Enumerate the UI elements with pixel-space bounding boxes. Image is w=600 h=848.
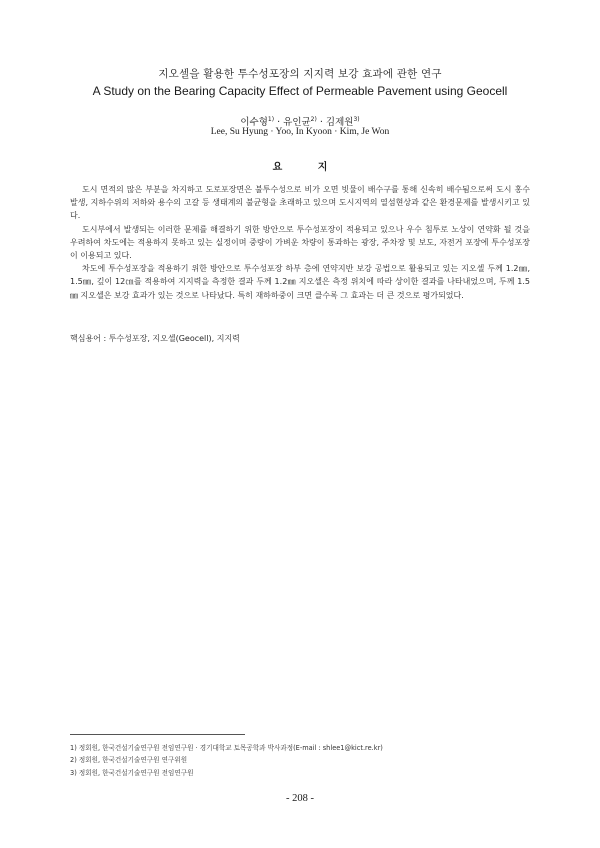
- english-authors: Lee, Su Hyung · Yoo, In Kyoon · Kim, Je Won: [210, 127, 390, 137]
- footnote: 3) 정회원, 한국건설기술연구원 전임연구원: [70, 768, 194, 777]
- korean-title: 지오셀을 활용한 투수성포장의 지지력 보강 효과에 관한 연구: [158, 68, 442, 80]
- author-footnote-mark: 2): [310, 115, 317, 123]
- footnotes: [70, 742, 530, 779]
- page-number: - 208 -: [286, 793, 314, 804]
- abstract-paragraph: 도시 면적의 많은 부분을 차지하고 도로포장면은 불투수성으로 비가 오면 빗물이 배수구를 통해 신속히 배수됨으로써 도시 홍수 발생, 지하수위의 저하와 용수의 고갈 등 생태계의 불균형을 초래하고 있으며 도시지역의 열섬현상과 같은 환경문제를 발생시키고 있다.: [70, 185, 530, 221]
- author-footnote-mark: 3): [353, 115, 360, 123]
- english-title: A Study on the Bearing Capacity Effect of Permeable Pavement using Geocell: [92, 84, 508, 98]
- author-separator: ·: [274, 117, 284, 128]
- korean-authors: [0, 114, 600, 128]
- footnote-divider: [70, 734, 245, 735]
- author-name: 이수형: [240, 117, 268, 128]
- abstract-body: [70, 183, 530, 302]
- abstract-paragraph: 차도에 투수성포장을 적용하기 위한 방안으로 투수성포장 하부 층에 연약지반 보강 공법으로 활용되고 있는 지오셀 두께 1.2㎜, 1.5㎜, 깊이 12㎝를 적용하여 지지력을 측정한 결과 두께 1.2㎜ 지오셀은 측정 위치에 따라 상이한 결과를 나타내었으며, 두께 1.5㎜ 지오셀은 보강 효과가 있는 것으로 나타났다. 특히 재하하중이 크면 클수록 그 효과는 더 큰 것으로 평가되었다.: [70, 264, 530, 300]
- author-name: 유인균: [283, 117, 311, 128]
- author-footnote-mark: 1): [267, 115, 275, 123]
- author-name: 김제원: [325, 117, 354, 128]
- author-separator: ·: [316, 117, 326, 128]
- footnote: 1) 정회원, 한국건설기술연구원 전임연구원 · 경기대학교 토목공학과 박사과정(E-mail : shlee1@kict.re.kr): [70, 744, 383, 752]
- abstract-paragraph: 도시부에서 발생되는 이러한 문제를 해결하기 위한 방안으로 투수성포장이 적용되고 있으나 우수 침투로 노상이 연약화 될 것을 우려하여 차도에는 적용하지 못하고 있는 실정이며 중량이 가벼운 차량이 통과하는 광장, 주차장 및 보도, 자전거 포장에 투수성포장이 이용되고 있다.: [70, 224, 530, 261]
- abstract-heading: 요 지: [272, 162, 344, 173]
- footnote: 2) 정회원, 한국건설기술연구원 연구위원: [70, 756, 188, 765]
- keywords: 핵심용어 : 투수성포장, 지오셀(Geocell), 지지력: [70, 334, 240, 343]
